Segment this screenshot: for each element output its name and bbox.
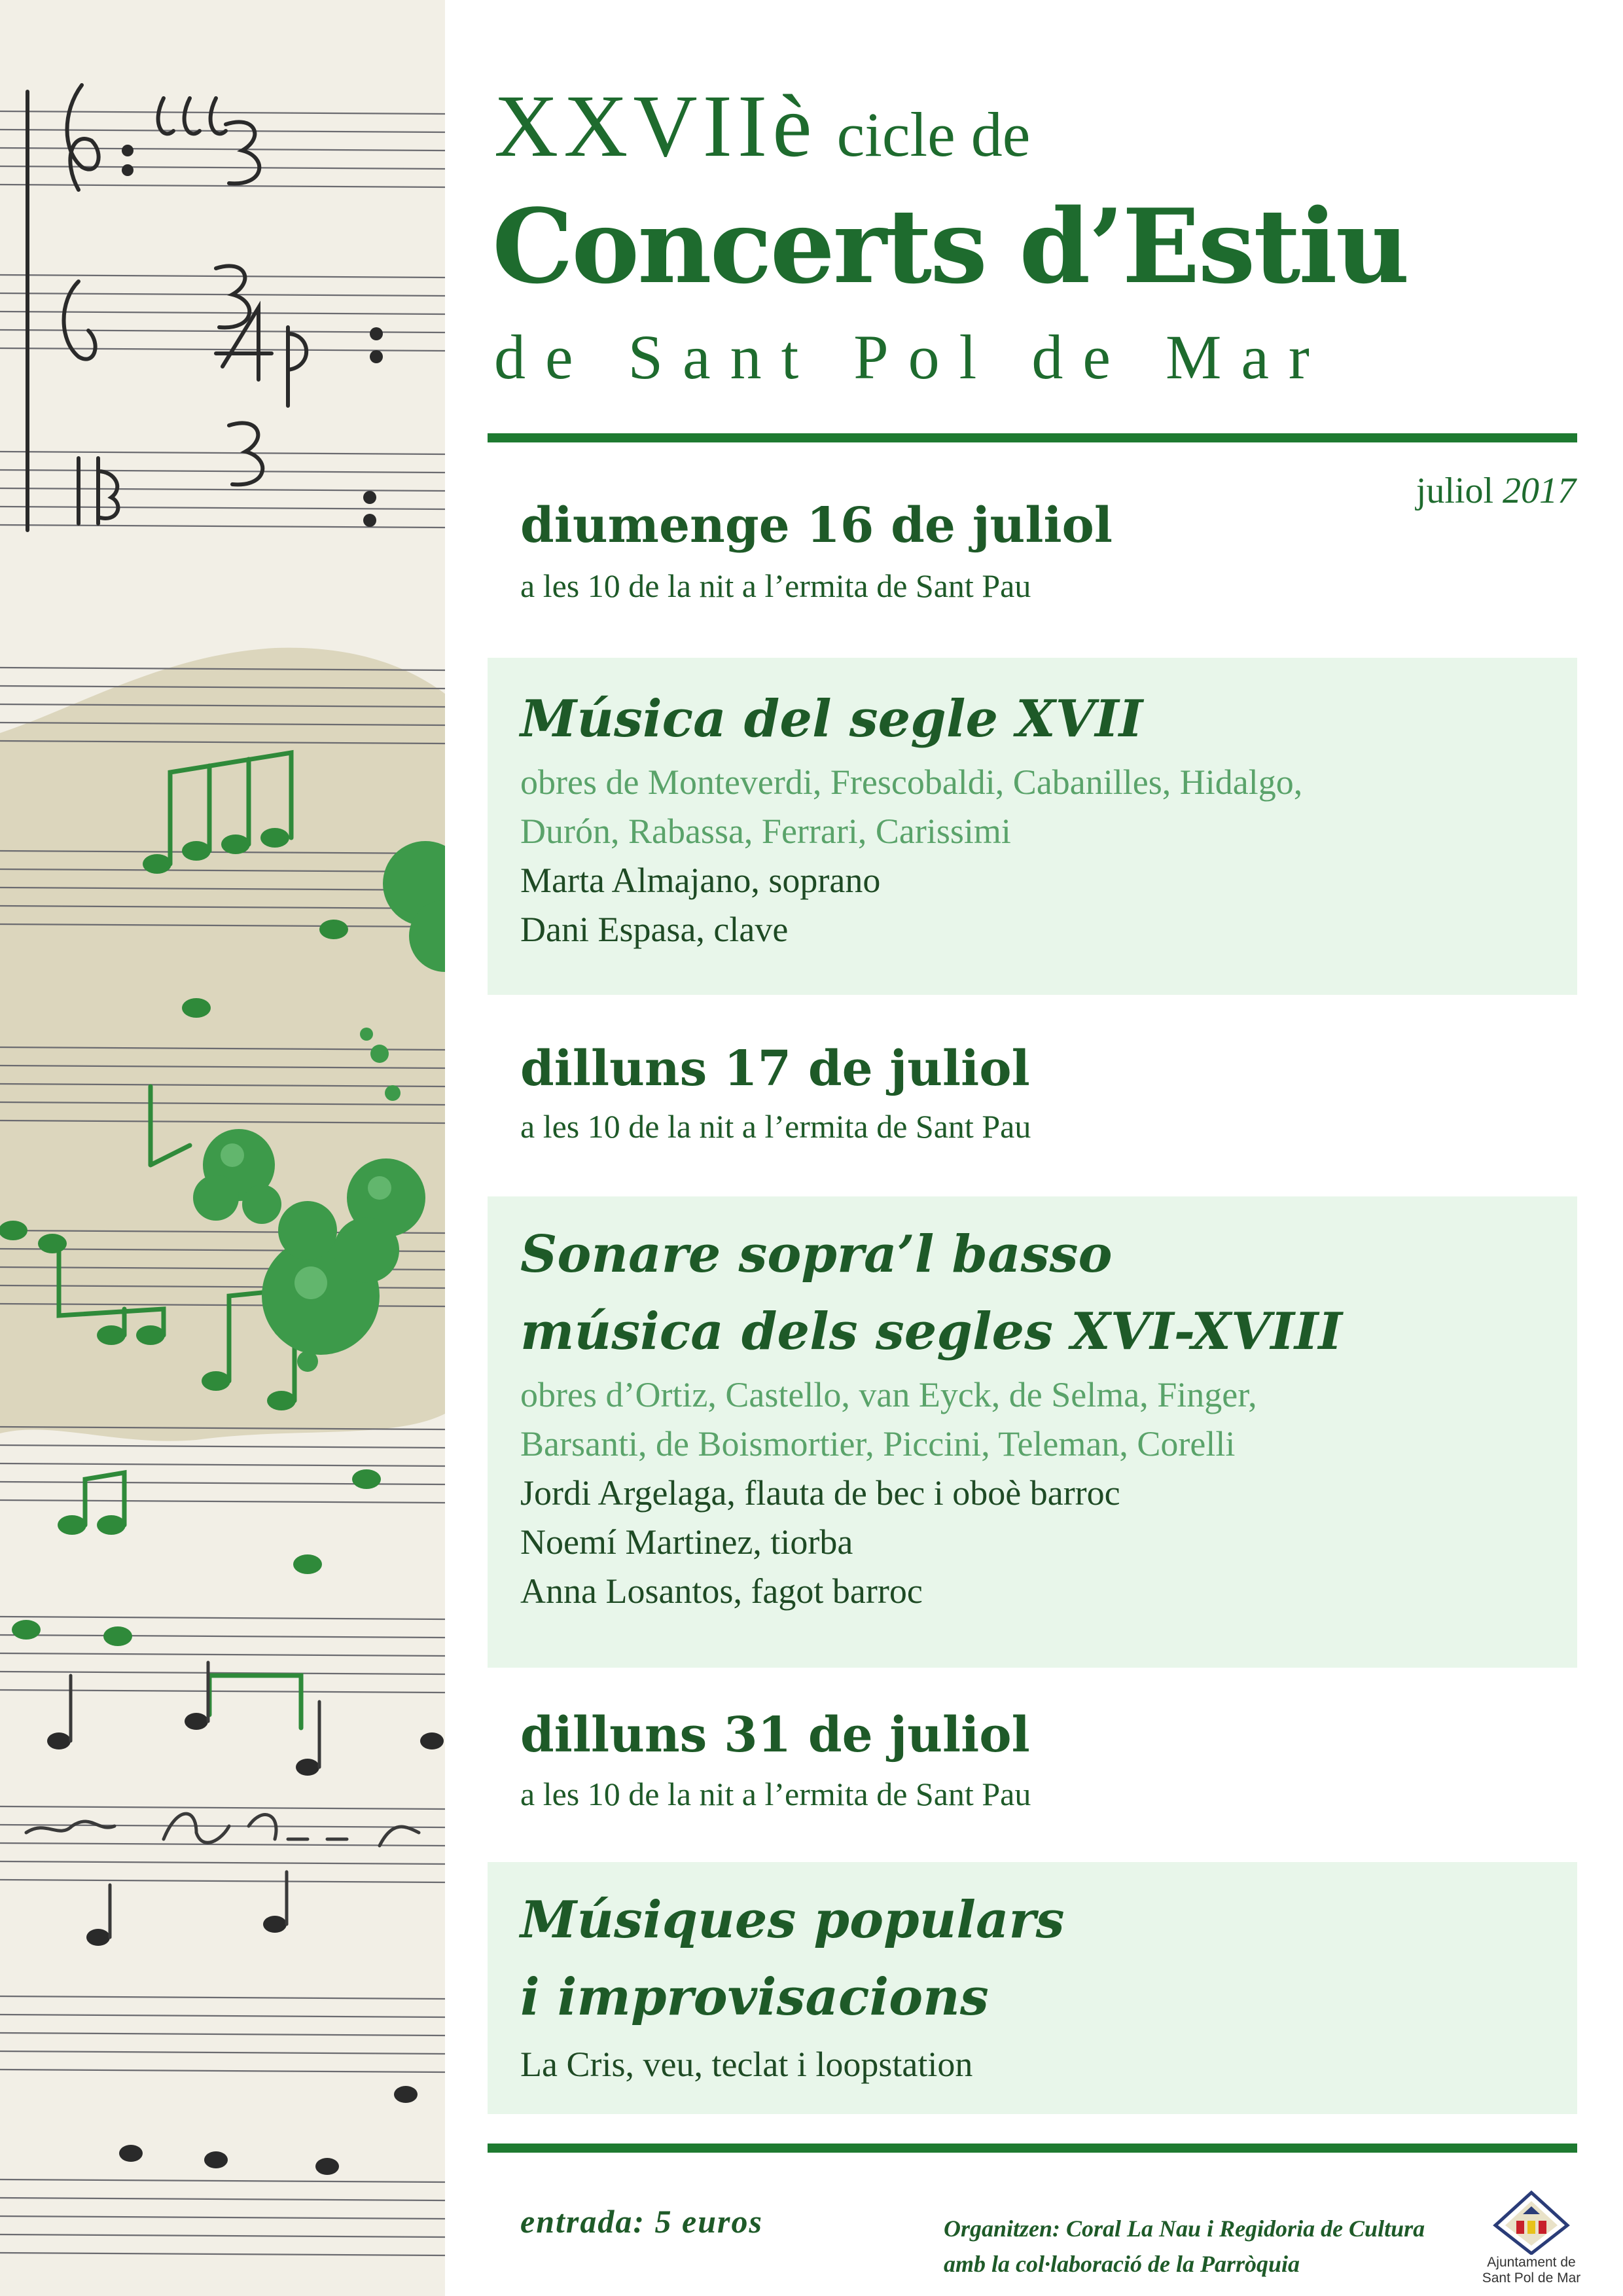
edition-month: juliol xyxy=(1416,471,1493,511)
staff-line xyxy=(0,312,445,314)
staff-line xyxy=(0,507,445,509)
staff-line xyxy=(0,1463,445,1466)
staff-line xyxy=(0,275,445,278)
bottom-divider xyxy=(488,2144,1577,2153)
concert-2-time: a les 10 de la nit a l’ermita de Sant Pau xyxy=(520,1108,1031,1145)
manuscript-drawing xyxy=(0,0,445,2296)
concert-3-date: dilluns 31 de juliol xyxy=(520,1707,1030,1763)
concert-1-performer-1: Marta Almajano, soprano xyxy=(520,861,881,900)
staff-line xyxy=(0,2033,445,2036)
staff-line xyxy=(0,1806,445,1809)
concert-2-performer-2: Noemí Martinez, tiorba xyxy=(520,1522,853,1562)
staff-line xyxy=(0,2179,445,2182)
organizers xyxy=(944,2211,1425,2282)
concert-1-works-line-1: obres de Monteverdi, Frescobaldi, Cabanilles, Hidalgo, xyxy=(520,762,1303,802)
concert-2-title-line-2: música dels segles XVI-XVIII xyxy=(520,1302,1342,1361)
edition-year: 2017 xyxy=(1503,471,1576,511)
town-shield-icon xyxy=(1476,2189,1587,2255)
staff-line xyxy=(0,293,445,296)
concert-3-performer-1: La Cris, veu, teclat i loopstation xyxy=(520,2045,973,2084)
ticket-price: entrada: 5 euros xyxy=(520,2203,763,2240)
staff-line xyxy=(0,1617,445,1619)
staff-line xyxy=(0,470,445,473)
concert-2-performer-1: Jordi Argelaga, flauta de bec i oboè barroc xyxy=(520,1473,1120,1513)
staff-line xyxy=(0,1653,445,1656)
staff-line xyxy=(0,488,445,491)
edition-date xyxy=(1416,470,1576,512)
staff-line xyxy=(0,348,445,351)
staff-line xyxy=(0,2051,445,2054)
concert-1-performer-2: Dani Espasa, clave xyxy=(520,910,789,949)
concert-2-performer-3: Anna Losantos, fagot barroc xyxy=(520,1571,923,1611)
staff-line xyxy=(0,1880,445,1882)
staff-line xyxy=(0,2253,445,2255)
staff-line xyxy=(0,525,445,528)
concert-1-panel xyxy=(488,658,1577,995)
staff-line xyxy=(0,2015,445,2017)
organizers-line-2: amb la col·laboració de la Parròquia xyxy=(944,2251,1300,2277)
concert-1-time: a les 10 de la nit a l’ermita de Sant Pau xyxy=(520,567,1031,604)
staff-line xyxy=(0,1445,445,1448)
cycle-heading xyxy=(494,75,1030,177)
concert-2-works-line-2: Barsanti, de Boismortier, Piccini, Teleman, Corelli xyxy=(520,1424,1236,1463)
staff-line xyxy=(0,1690,445,1693)
concert-3-title-line-2: i improvisacions xyxy=(520,1967,989,2027)
staff-line xyxy=(0,452,445,454)
location-subtitle: de Sant Pol de Mar xyxy=(494,322,1329,392)
staff-line xyxy=(0,185,445,187)
logo-line-1: Ajuntament de xyxy=(1487,2255,1576,2270)
organizers-line-1: Organitzen: Coral La Nau i Regidoria de Cultura xyxy=(944,2215,1425,2242)
concert-3-time: a les 10 de la nit a l’ermita de Sant Pau xyxy=(520,1776,1031,1812)
staff-line xyxy=(0,1861,445,1864)
concert-3-panel xyxy=(488,1862,1577,2114)
cycle-word: cicle de xyxy=(836,99,1031,170)
staff-line xyxy=(0,1500,445,1503)
staff-line xyxy=(0,2198,445,2200)
staff-line xyxy=(0,2234,445,2237)
music-manuscript-image xyxy=(0,0,445,2296)
staff-line xyxy=(0,2216,445,2219)
concert-1-works-line-2: Durón, Rabassa, Ferrari, Carissimi xyxy=(520,812,1011,851)
staff-line xyxy=(0,2070,445,2072)
concert-1-date: diumenge 16 de juliol xyxy=(520,497,1113,554)
staff-line xyxy=(0,1996,445,1999)
top-divider xyxy=(488,433,1577,442)
staff-line xyxy=(0,148,445,151)
staff-line xyxy=(0,1635,445,1638)
concert-2-panel xyxy=(488,1196,1577,1668)
concert-2-works-line-1: obres d’Ortiz, Castello, van Eyck, de Selma, Finger, xyxy=(520,1375,1257,1414)
concert-2-date: dilluns 17 de juliol xyxy=(520,1041,1030,1097)
town-council-logo xyxy=(1476,2189,1587,2287)
concert-1-title: Música del segle XVII xyxy=(520,689,1143,749)
logo-line-2: Sant Pol de Mar xyxy=(1482,2270,1581,2286)
page-title: Concerts d’Estiu xyxy=(492,187,1408,306)
concert-3-title-line-1: Músiques populars xyxy=(520,1890,1065,1950)
staff-line xyxy=(0,166,445,169)
concert-2-title-line-1: Sonare sopra’l basso xyxy=(520,1225,1113,1284)
staff-line xyxy=(0,111,445,114)
cycle-numeral: XXVIIè xyxy=(494,77,817,175)
staff-line xyxy=(0,1825,445,1827)
